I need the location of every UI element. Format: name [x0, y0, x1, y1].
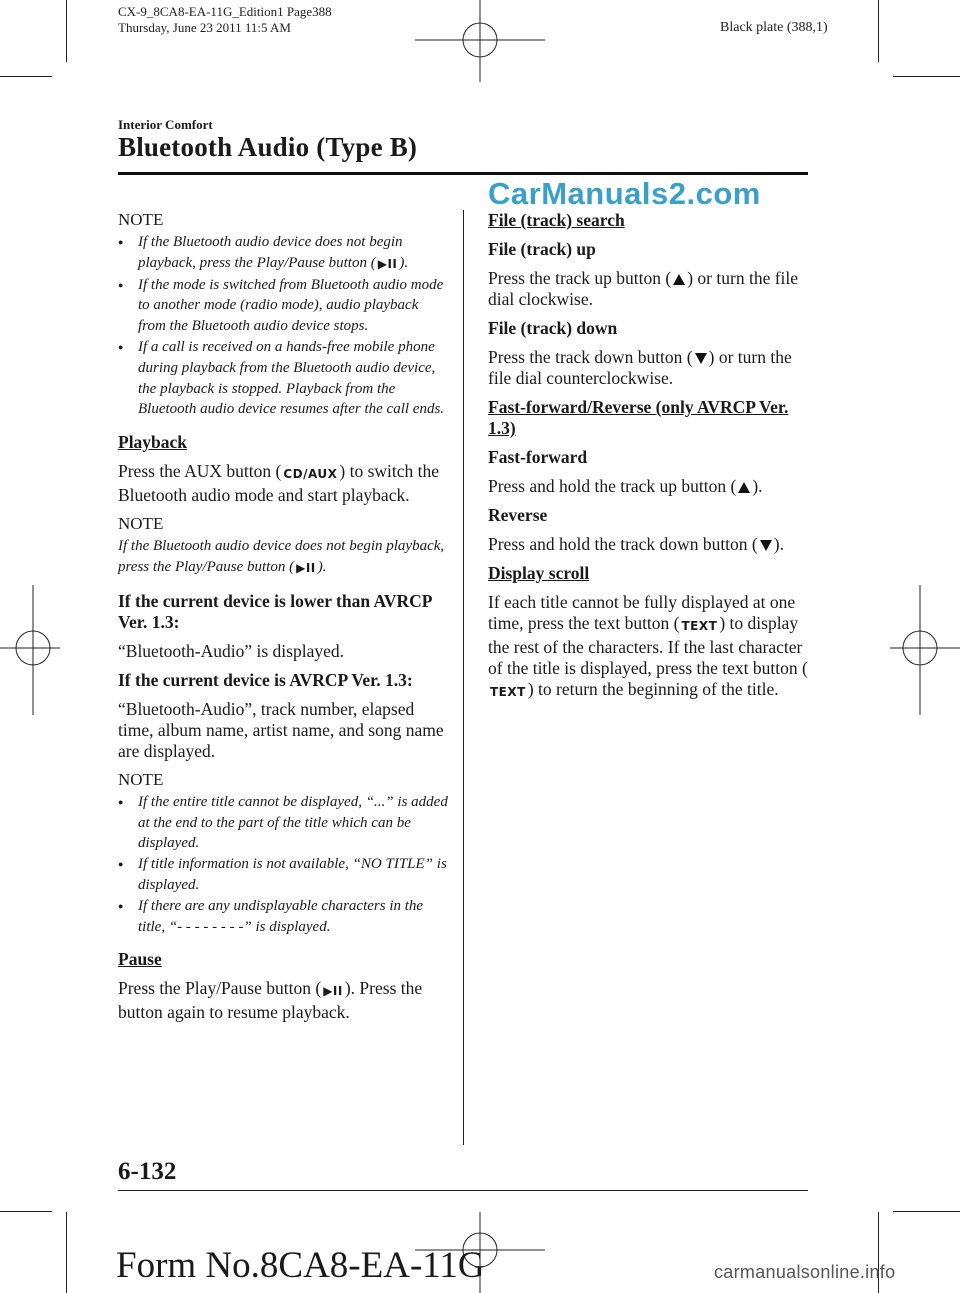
display-scroll-heading: Display scroll [488, 563, 590, 583]
note-text: If a call is received on a hands-free mobile phone during playback from the Bluetooth audio device, the playback is stopped. Playback from the Bluetooth audio device resumes after the call ends. [138, 338, 445, 418]
section-label: Interior Comfort [118, 117, 213, 132]
cd-aux-button-icon: CD/AUX [283, 467, 338, 482]
note-item: ● If title information is not available, “NO TITLE” is displayed. [118, 854, 448, 896]
play-pause-icon: ▶II [377, 256, 398, 271]
note-item [118, 232, 448, 275]
reverse-text [488, 534, 808, 555]
track-down-icon [760, 540, 772, 551]
registration-mark-icon [890, 585, 960, 715]
registration-mark-icon [415, 0, 545, 82]
note-label: NOTE [118, 769, 164, 789]
track-up-text [488, 268, 808, 310]
note-text: ). [399, 254, 409, 271]
note-text: If the mode is switched from Bluetooth audio mode to another mode (radio mode), audio playback from the Bluetooth audio device stops. [138, 276, 444, 335]
body-text-segment: Press the track down button ( [488, 347, 693, 367]
crop-mark [893, 1211, 960, 1212]
body-text-segment: ). [773, 534, 784, 554]
left-column [118, 210, 448, 1031]
crop-mark [893, 76, 960, 77]
track-down-heading: File (track) down [488, 318, 618, 338]
track-up-heading: File (track) up [488, 239, 596, 259]
body-text-segment: ) to switch the Bluetooth audio mode and start playback. [118, 461, 440, 506]
track-down-icon [695, 353, 707, 364]
note-item [118, 337, 448, 420]
play-pause-icon: ▶II [296, 560, 316, 575]
crop-mark [878, 0, 879, 62]
plate-label: Black plate (388,1) [720, 20, 828, 35]
print-job-header [118, 4, 332, 36]
reverse-heading: Reverse [488, 505, 548, 525]
body-text-segment: If each title cannot be fully displayed at one time, press the text button ( [488, 592, 796, 633]
note-label: NOTE [118, 210, 164, 229]
watermark-bottom: carmanualsonline.info [714, 1262, 896, 1282]
form-number: Form No.8CA8-EA-11G [116, 1245, 485, 1286]
avrcp-heading: If the current device is AVRCP Ver. 1.3: [118, 669, 413, 690]
text-button-icon: TEXT [490, 685, 526, 699]
body-text-segment: Press and hold the track down button ( [488, 534, 758, 554]
print-job-line-2: Thursday, June 23 2011 11:5 AM [118, 20, 291, 35]
pause-heading: Pause [118, 949, 162, 970]
playback-heading: Playback [118, 432, 188, 453]
page-title: Bluetooth Audio (Type B) [118, 132, 418, 162]
right-column [488, 210, 808, 711]
body-text-segment: Press the Play/Pause button ( [118, 978, 322, 999]
note-list [118, 232, 448, 420]
crop-mark [0, 76, 52, 77]
body-text-segment: ) or turn the file dial counterclockwise. [488, 347, 792, 388]
page-rule [118, 1190, 808, 1191]
note-text: If the Bluetooth audio device does not begin playback, press the Play/Pause button ( [138, 234, 403, 271]
note-text-segment: If the Bluetooth audio device does not begin playback, press the Play/Pause button ( [118, 538, 445, 575]
display-scroll-text [488, 592, 808, 703]
crop-mark [66, 0, 67, 62]
file-search-heading: File (track) search [488, 210, 625, 230]
play-pause-icon: ▶II [323, 984, 343, 999]
note-text [118, 536, 448, 579]
note-item: ● If there are any undisplayable characters in the title, “- - - - - - - -” is displayed. [118, 896, 448, 938]
body-text-segment: Press and hold the track up button ( [488, 476, 737, 496]
registration-mark-icon [0, 585, 60, 715]
note-item: ● If the entire title cannot be displayed, “...” is added at the end to the part of the title which can be displayed. [118, 792, 448, 854]
body-text-segment: ) or turn the file dial clockwise. [488, 268, 799, 309]
body-text-segment: ) to display the rest of the characters. If the last character of the title is displayed, press the text button ( [488, 613, 808, 678]
fast-forward-reverse-heading: Fast-forward/Reverse (only AVRCP Ver. 1.3) [488, 397, 789, 438]
text-button-icon: TEXT [681, 619, 718, 633]
fast-forward-heading: Fast-forward [488, 447, 588, 467]
crop-mark [66, 1212, 67, 1293]
lower-avrcp-text: “Bluetooth-Audio” is displayed. [118, 640, 345, 661]
body-text-segment: Press the AUX button ( [118, 461, 282, 482]
note-list [118, 792, 448, 938]
note-text-segment: ). [317, 558, 327, 575]
body-text-segment: ). Press the button again to resume playback. [118, 978, 423, 1023]
pause-text [118, 978, 448, 1023]
note-item [118, 275, 448, 337]
avrcp-text: “Bluetooth-Audio”, track number, elapsed time, album name, artist name, and song name are displayed. [118, 698, 444, 761]
title-rule [118, 172, 808, 175]
page-number: 6-132 [118, 1158, 177, 1185]
track-up-icon [738, 482, 750, 493]
body-text-segment: ). [752, 476, 763, 496]
playback-text [118, 461, 448, 506]
note-label: NOTE [118, 514, 164, 534]
body-text-segment: Press the track up button ( [488, 268, 672, 288]
fast-forward-text [488, 476, 808, 497]
crop-mark [0, 1211, 52, 1212]
body-text-segment: ) to return the beginning of the title. [527, 679, 779, 699]
track-up-icon [673, 274, 685, 285]
column-divider [463, 210, 464, 1145]
lower-avrcp-heading: If the current device is lower than AVRCP Ver. 1.3: [118, 590, 432, 632]
print-job-line-1: CX-9_8CA8-EA-11G_Edition1 Page388 [118, 4, 332, 19]
track-down-text [488, 347, 808, 389]
watermark-top: CarManuals2.com [488, 176, 761, 211]
